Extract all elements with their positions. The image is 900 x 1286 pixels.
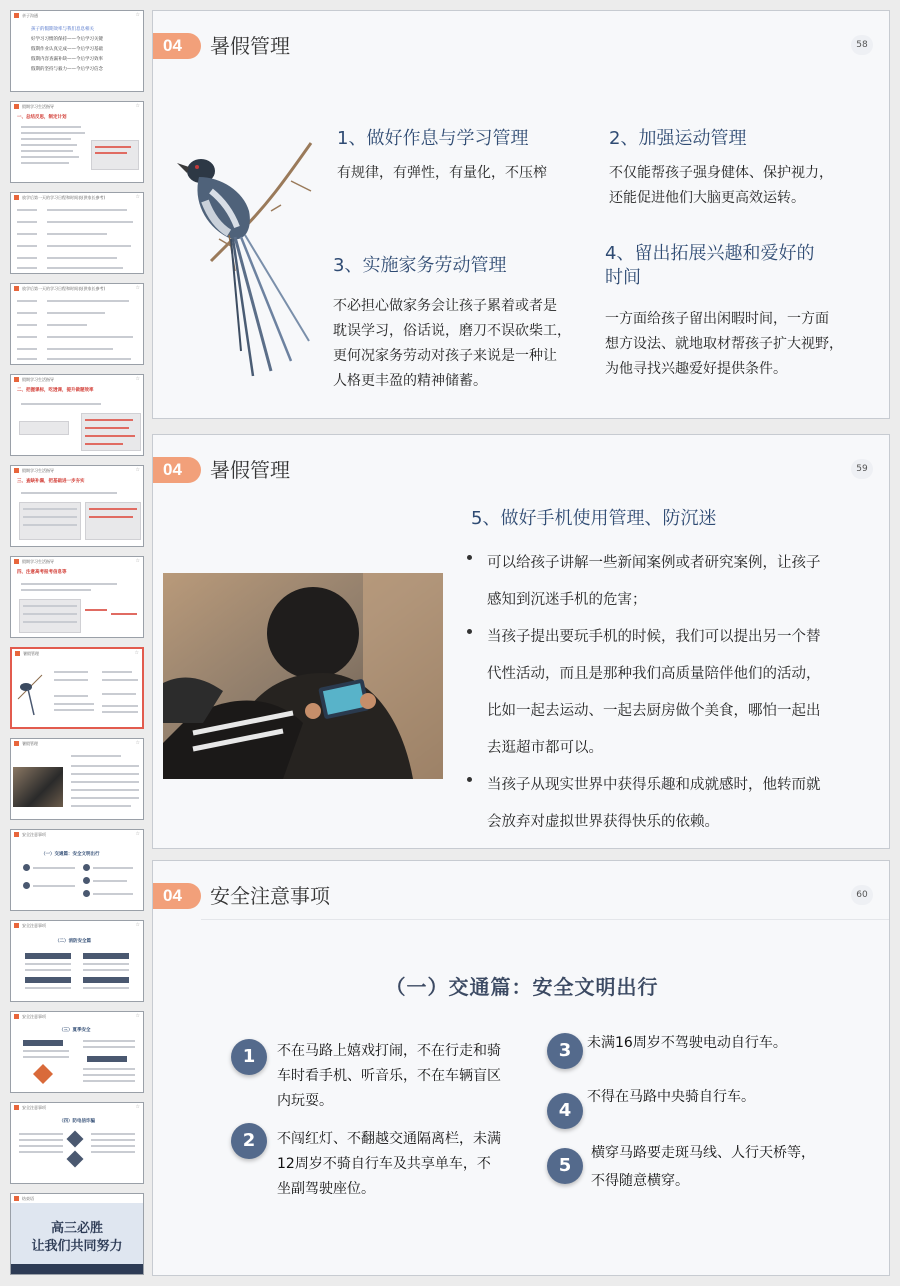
slide-thumbnail-9[interactable]: [10, 738, 144, 820]
section-text-4b: 想方设法、就地取材帮孩子扩大视野，: [605, 336, 843, 352]
thumb-text: 四、注意高考报考信息等: [17, 570, 67, 575]
kite-thumbnail-icon: [31, 1062, 55, 1088]
thumb-title: 亲子沟通: [22, 12, 38, 18]
list-item: [467, 767, 877, 841]
list-item: [467, 619, 877, 767]
slide-title: 暑假管理: [210, 34, 290, 58]
star-icon: ☆: [135, 376, 140, 382]
slide-60: [152, 860, 890, 1276]
item-text: 不得随意横穿。: [591, 1173, 689, 1189]
slide-thumbnail-4[interactable]: [10, 283, 144, 365]
item-text: 不闯红灯、不翻越交通隔离栏，未满: [277, 1131, 501, 1147]
section-heading-1: 1、做好作息与学习管理: [337, 128, 529, 149]
page-number: 59: [851, 459, 873, 479]
thumb-title: 假期学习生活指导: [22, 558, 54, 564]
slide-thumbnail-7[interactable]: [10, 556, 144, 638]
thumb-title: 暑假管理: [23, 650, 39, 656]
thumb-text: （三）夏季安全: [59, 1028, 91, 1033]
section-text-2a: 不仅能帮孩子强身健体、保护视力，: [609, 165, 833, 181]
number-badge: 4: [547, 1093, 583, 1129]
item-text: 未满16周岁不驾驶电动自行车。: [587, 1035, 787, 1051]
star-icon: ☆: [135, 1013, 140, 1019]
thumb-title: 安全注意事项: [22, 1104, 46, 1110]
thumb-text: 二、把握课标，吃透课，提升做题效率: [17, 388, 94, 393]
safety-item-5: [591, 1139, 815, 1195]
slide-thumbnail-2[interactable]: [10, 101, 144, 183]
number-badge: 5: [547, 1148, 583, 1184]
bullet-dot-icon: [467, 777, 472, 782]
star-icon: ☆: [135, 558, 140, 564]
number-badge: 3: [547, 1033, 583, 1069]
slide-59: [152, 434, 890, 849]
star-icon: ☆: [135, 285, 140, 291]
list-item: [467, 545, 877, 619]
bullet-text: 感知到沉迷手机的危害；: [487, 592, 647, 608]
thumb-big-text: 高三必胜: [50, 1221, 103, 1236]
star-icon: ☆: [135, 740, 140, 746]
thumb-title: 放学后第一天的学习日程和时间表(供家长参考): [22, 285, 106, 291]
slide-thumbnail-11[interactable]: [10, 920, 144, 1002]
safety-item-2: [277, 1127, 501, 1202]
number-badge: 2: [231, 1123, 267, 1159]
star-icon: ☆: [135, 12, 140, 18]
bullet-text: 代性活动，而且是那种我们高质量陪伴他们的活动，: [487, 666, 821, 682]
bullet-text: 当孩子从现实世界中获得乐趣和成就感时，他转而就: [487, 777, 821, 793]
bullet-text: 会放弃对虚拟世界获得快乐的依赖。: [487, 814, 719, 830]
section-text-3a: 不必担心做家务会让孩子累着或者是: [333, 298, 557, 314]
section-text-3c: 更何况家务劳动对孩子来说是一种让: [333, 348, 557, 364]
bullet-dot-icon: [467, 555, 472, 560]
thumb-text: 假期作业认真完成——今后学习基础: [31, 47, 103, 52]
thumb-title: 放学后第一天的学习日程和时间表(供家长参考): [22, 194, 106, 200]
slide-title: 暑假管理: [210, 458, 290, 482]
bullet-text: 去逛超市都可以。: [487, 740, 603, 756]
thumb-title: 假期学习生活指导: [22, 376, 54, 382]
thumb-text: 三、查缺补漏，把基础进一步夯实: [17, 479, 85, 484]
section-heading-4a: 4、留出拓展兴趣和爱好的: [605, 243, 815, 264]
slide-thumbnail-8[interactable]: [10, 647, 144, 729]
star-icon: ☆: [135, 922, 140, 928]
thumb-text: 孩子的假期效率与我们息息相关: [31, 27, 94, 32]
star-icon: ☆: [135, 831, 140, 837]
slide-58: [152, 10, 890, 419]
star-icon: ☆: [135, 194, 140, 200]
section-text-3d: 人格更丰盈的精神储蓄。: [333, 373, 487, 389]
bullet-text: 可以给孩子讲解一些新闻案例或者研究案例，让孩子: [487, 555, 821, 571]
star-icon: ☆: [135, 103, 140, 109]
safety-item-1: [277, 1039, 501, 1114]
slide-thumbnail-14[interactable]: [10, 1193, 144, 1275]
bullet-text: 当孩子提出要玩手机的时候，我们可以提出另一个替: [487, 629, 821, 645]
thumb-title: 安全注意事项: [22, 1013, 46, 1019]
magpie-bird-illustration: [171, 141, 331, 381]
bullet-text: 比如一起去运动、一起去厨房做个美食，哪怕一起出: [487, 703, 821, 719]
section-tag: 04: [153, 883, 201, 909]
safety-item-3: [587, 1031, 787, 1056]
slide-subtitle: （一）交通篇：安全文明出行: [385, 975, 659, 999]
thumb-title: 安全注意事项: [22, 831, 46, 837]
section-text-4c: 为他寻找兴趣爱好提供条件。: [605, 361, 787, 377]
item-text: 12周岁不骑自行车及共享单车，不: [277, 1156, 491, 1172]
star-icon: ☆: [135, 1104, 140, 1110]
slide-thumbnail-10[interactable]: [10, 829, 144, 911]
slide-thumbnail-1[interactable]: [10, 10, 144, 92]
bullet-list: [467, 545, 877, 841]
thumb-text: 一、总结反思，制定计划: [17, 115, 67, 120]
number-badge: 1: [231, 1039, 267, 1075]
slide-thumbnail-3[interactable]: [10, 192, 144, 274]
page-number: 58: [851, 35, 873, 55]
item-text: 横穿马路要走斑马线、人行天桥等，: [591, 1145, 815, 1161]
bullet-dot-icon: [467, 629, 472, 634]
child-with-phone-photo: [163, 573, 443, 779]
thumb-text: （一）交通篇：安全文明出行: [41, 852, 100, 857]
page-number: 60: [851, 885, 873, 905]
thumb-text: 假期的坚持与毅力——今后学习信念: [31, 67, 103, 72]
slide-thumbnail-13[interactable]: [10, 1102, 144, 1184]
thumb-title: 假期学习生活指导: [22, 467, 54, 473]
section-tag: 04: [153, 457, 201, 483]
slide-title: 安全注意事项: [210, 884, 330, 908]
thumb-text: 好学习习惯的保持——今后学习关键: [31, 37, 103, 42]
item-text: 坐副驾驶座位。: [277, 1181, 375, 1197]
section-heading-5: 5、做好手机使用管理、防沉迷: [471, 508, 717, 529]
thumb-text: （四）防电信诈骗: [59, 1119, 95, 1124]
item-text: 不在马路上嬉戏打闹，不在行走和骑: [277, 1043, 501, 1059]
thumb-title: 假期学习生活指导: [22, 103, 54, 109]
slide-thumbnail-5[interactable]: [10, 374, 144, 456]
safety-item-4: [587, 1085, 755, 1110]
magpie-thumbnail-icon: [16, 669, 44, 719]
section-heading-3: 3、实施家务劳动管理: [333, 255, 507, 276]
title-divider: [201, 919, 889, 920]
item-text: 内玩耍。: [277, 1093, 333, 1109]
section-tag: 04: [153, 33, 201, 59]
thumb-big-text: 让我们共同努力: [31, 1239, 123, 1254]
star-icon: ☆: [135, 467, 140, 473]
section-heading-2: 2、加强运动管理: [609, 128, 747, 149]
thumb-text: （二）消防安全篇: [55, 939, 91, 944]
item-text: 车时看手机、听音乐，不在车辆盲区: [277, 1068, 501, 1084]
thumb-title: 暑假管理: [22, 740, 38, 746]
slide-thumbnail-6[interactable]: [10, 465, 144, 547]
section-text-2b: 还能促进他们大脑更高效运转。: [609, 190, 805, 206]
thumb-title: 结束语: [22, 1195, 34, 1201]
section-heading-4b: 时间: [605, 267, 641, 288]
slide-thumbnail-12[interactable]: [10, 1011, 144, 1093]
thumb-text: 假期内容查漏补缺——今后学习效率: [31, 57, 103, 62]
section-text-1: 有规律，有弹性，有量化，不压榨: [337, 165, 547, 181]
section-text-4a: 一方面给孩子留出闲暇时间，一方面: [605, 311, 829, 327]
slide-thumbnail-panel: [0, 0, 150, 1286]
thumb-title: 安全注意事项: [22, 922, 46, 928]
star-icon: ☆: [134, 650, 139, 656]
item-text: 不得在马路中央骑自行车。: [587, 1089, 755, 1105]
section-text-3b: 耽误学习，俗话说，磨刀不误砍柴工，: [333, 323, 571, 339]
